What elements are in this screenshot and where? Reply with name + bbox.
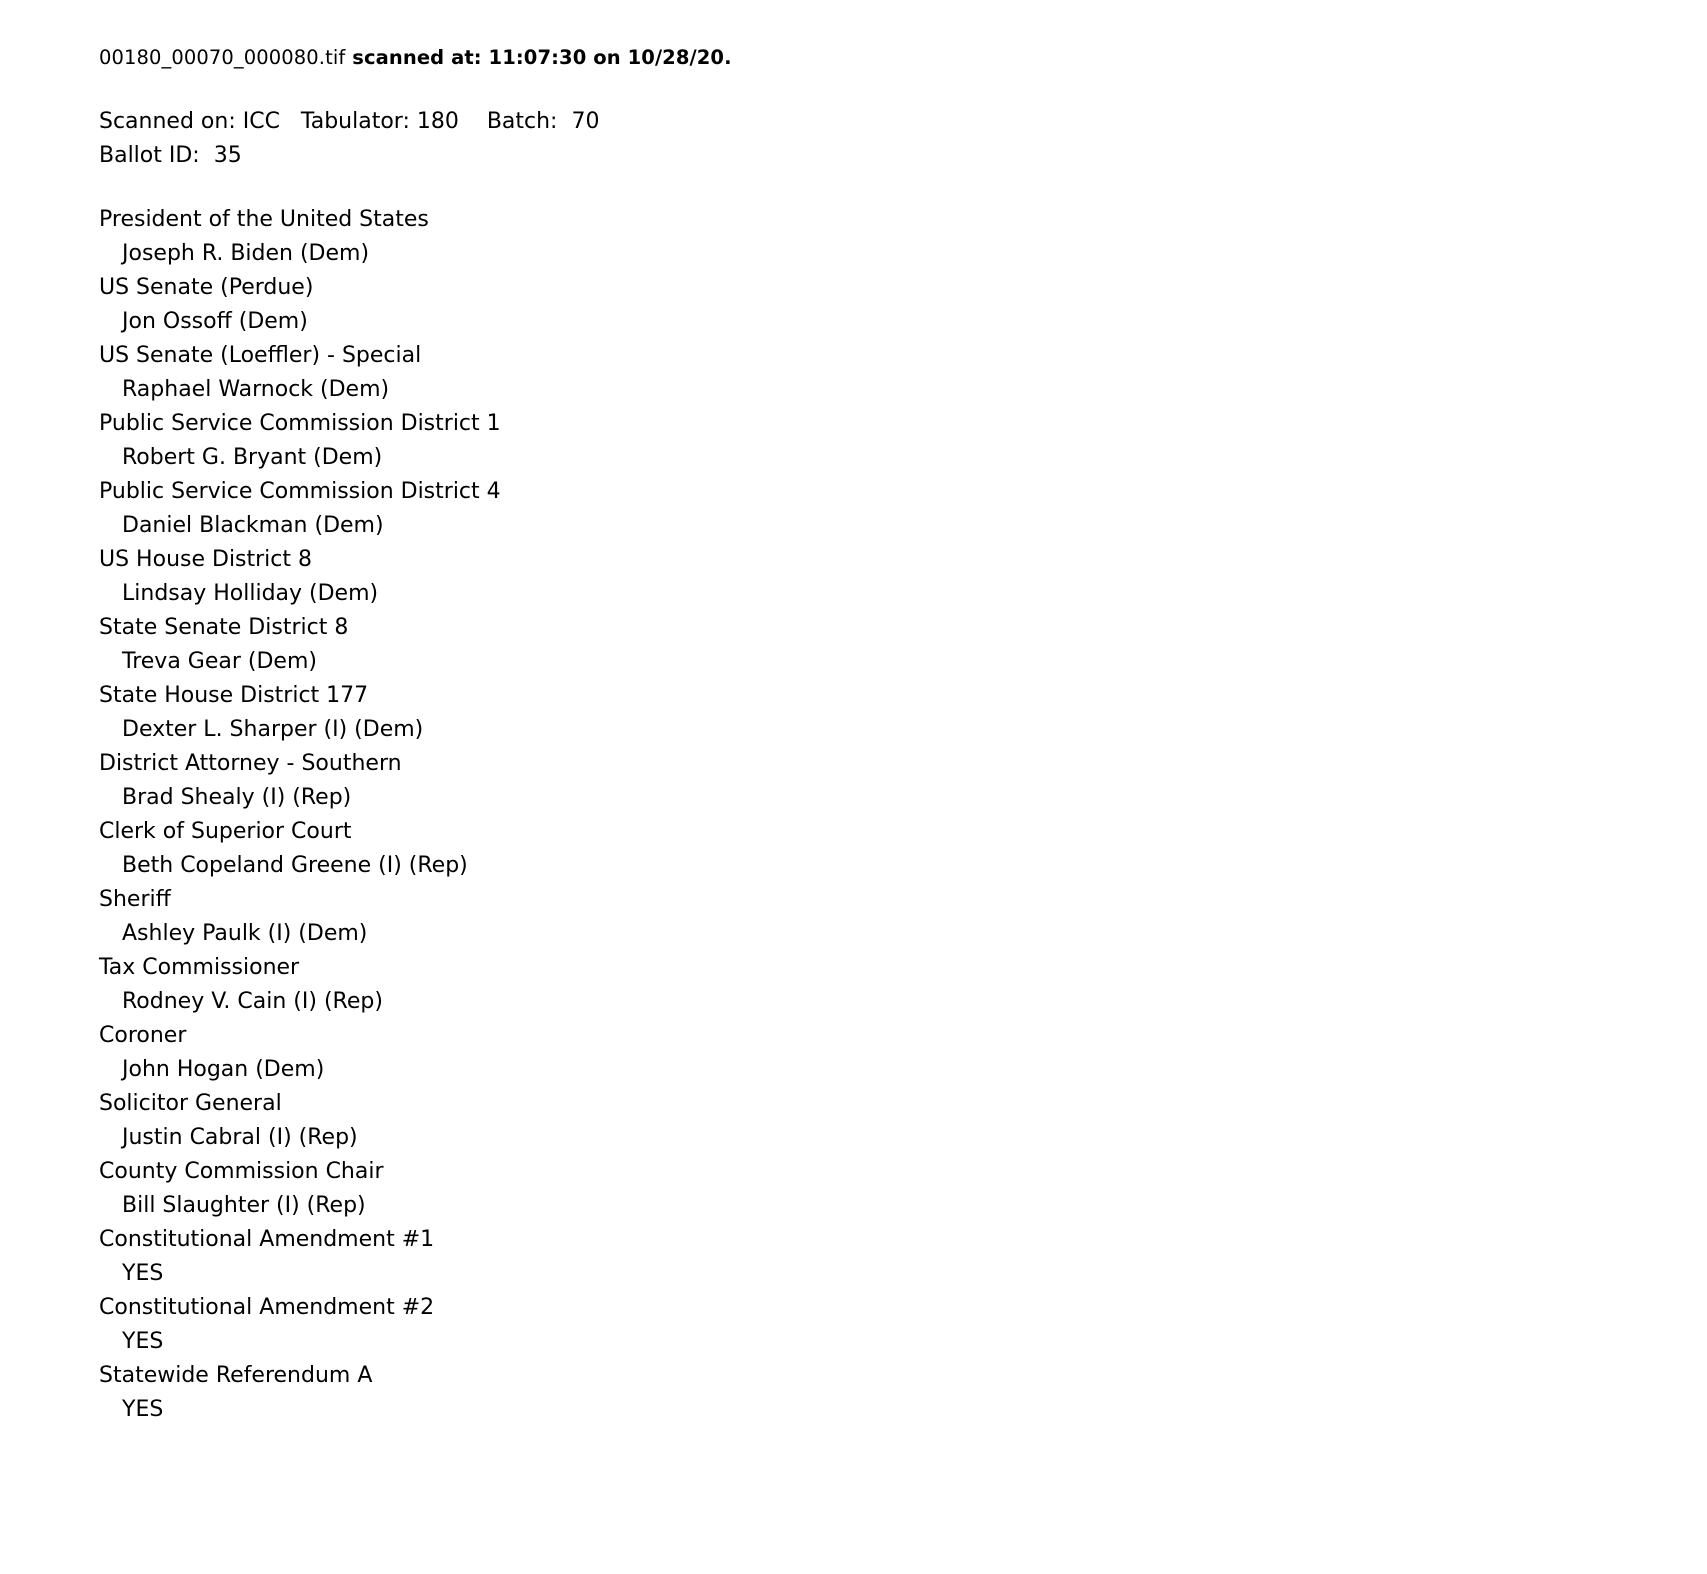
contest-title: County Commission Chair xyxy=(99,1159,384,1185)
contest-entry xyxy=(99,543,1707,611)
contest-entry xyxy=(99,815,1707,883)
contest-entry xyxy=(99,1359,1707,1427)
contest-entry xyxy=(99,747,1707,815)
contest-entry xyxy=(99,271,1707,339)
contest-title: Constitutional Amendment #1 xyxy=(99,1227,435,1253)
ballot-id-line: Ballot ID: 35 xyxy=(99,143,242,169)
contest-choice: YES xyxy=(122,1261,164,1286)
contest-entry xyxy=(99,407,1707,475)
contest-entry xyxy=(99,679,1707,747)
contest-entry xyxy=(99,1223,1707,1291)
contest-entry xyxy=(99,1155,1707,1223)
scan-filename: 00180_00070_000080.tif xyxy=(99,46,346,69)
contest-choice: Dexter L. Sharper (I) (Dem) xyxy=(122,717,424,743)
contest-title: Constitutional Amendment #2 xyxy=(99,1294,435,1320)
contest-entry xyxy=(99,203,1707,271)
contest-title: President of the United States xyxy=(99,207,429,233)
contest-entry xyxy=(99,1019,1707,1087)
scan-source-line: Scanned on: ICC Tabulator: 180 Batch: 70 xyxy=(99,109,600,135)
contest-title: Public Service Commission District 4 xyxy=(99,479,501,505)
contest-title: District Attorney - Southern xyxy=(99,751,402,777)
contest-title: US Senate (Loeffler) - Special xyxy=(99,343,422,369)
contest-list xyxy=(99,203,1707,1426)
scan-metadata xyxy=(99,105,1707,173)
contest-choice: Joseph R. Biden (Dem) xyxy=(122,241,370,267)
contest-choice: John Hogan (Dem) xyxy=(122,1057,325,1083)
contest-entry xyxy=(99,883,1707,951)
contest-choice: Robert G. Bryant (Dem) xyxy=(122,445,383,471)
contest-entry xyxy=(99,611,1707,679)
contest-choice: Justin Cabral (I) (Rep) xyxy=(122,1125,358,1151)
contest-choice: YES xyxy=(122,1328,164,1354)
contest-entry xyxy=(99,475,1707,543)
contest-title: Statewide Referendum A xyxy=(99,1362,373,1388)
scan-header xyxy=(99,44,1707,71)
contest-choice: Beth Copeland Greene (I) (Rep) xyxy=(122,853,468,879)
contest-title: Solicitor General xyxy=(99,1091,282,1117)
contest-title: US Senate (Perdue) xyxy=(99,275,314,301)
contest-choice: Raphael Warnock (Dem) xyxy=(122,377,390,403)
contest-title: Public Service Commission District 1 xyxy=(99,411,501,437)
contest-choice: Brad Shealy (I) (Rep) xyxy=(122,785,352,811)
contest-entry xyxy=(99,1291,1707,1359)
contest-choice: Daniel Blackman (Dem) xyxy=(122,513,384,539)
contest-choice: Rodney V. Cain (I) (Rep) xyxy=(122,989,383,1015)
contest-choice: Lindsay Holliday (Dem) xyxy=(122,581,379,607)
contest-title: State House District 177 xyxy=(99,683,369,709)
contest-choice: Jon Ossoff (Dem) xyxy=(122,309,308,335)
contest-title: Coroner xyxy=(99,1023,187,1049)
contest-choice: Ashley Paulk (I) (Dem) xyxy=(122,921,368,947)
contest-entry xyxy=(99,951,1707,1019)
contest-entry xyxy=(99,339,1707,407)
contest-title: State Senate District 8 xyxy=(99,615,349,641)
scan-timestamp: scanned at: 11:07:30 on 10/28/20. xyxy=(345,46,732,69)
contest-title: Tax Commissioner xyxy=(99,955,300,981)
contest-choice: Bill Slaughter (I) (Rep) xyxy=(122,1193,366,1219)
contest-title: Sheriff xyxy=(99,887,171,913)
contest-title: Clerk of Superior Court xyxy=(99,819,352,845)
contest-choice: Treva Gear (Dem) xyxy=(122,649,317,675)
contest-entry xyxy=(99,1087,1707,1155)
contest-title: US House District 8 xyxy=(99,547,313,573)
contest-choice: YES xyxy=(122,1396,164,1422)
